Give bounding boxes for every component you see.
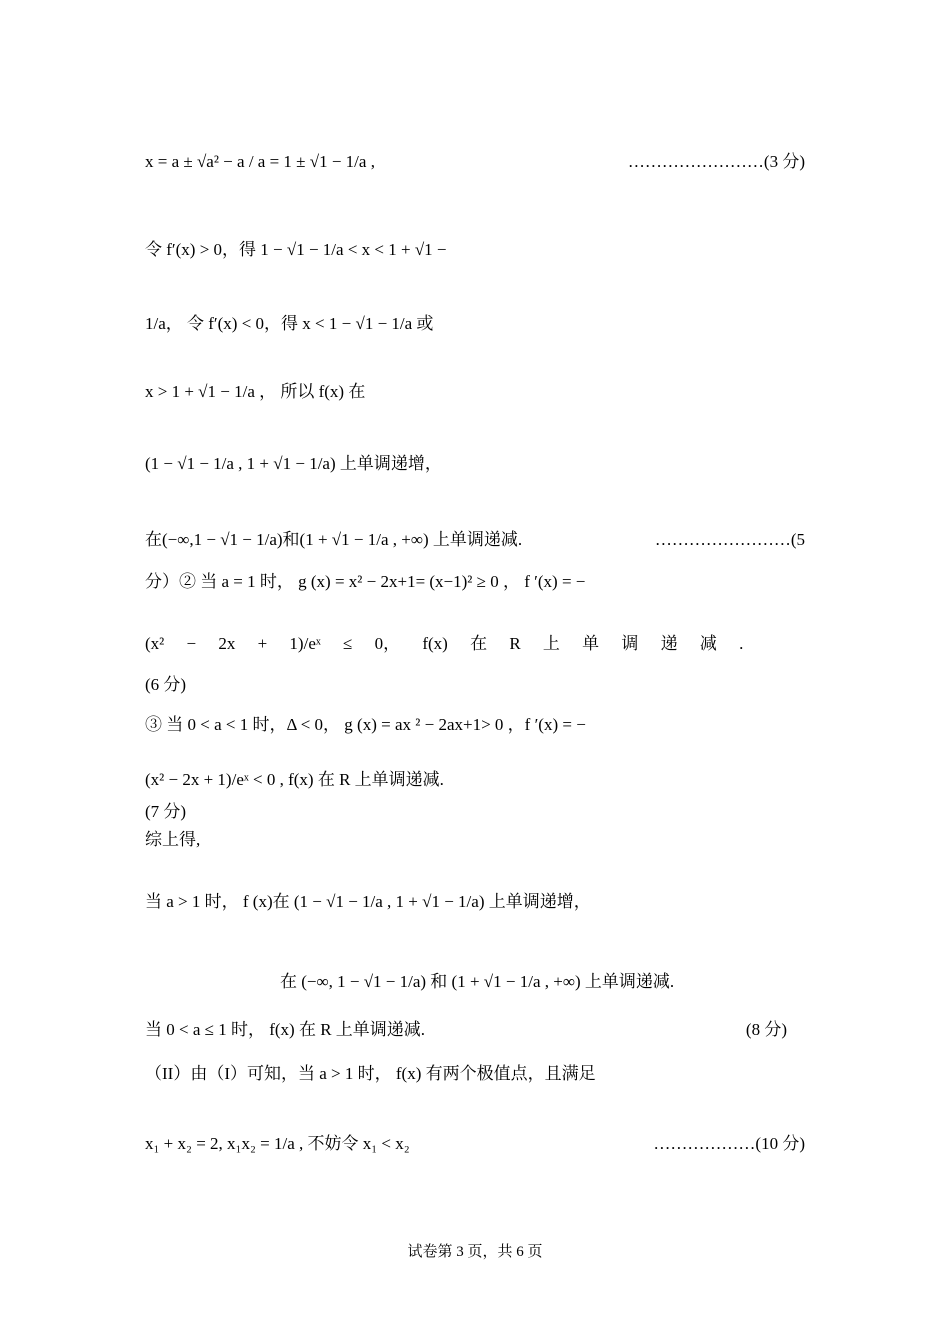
case-a-equals-1: [145, 570, 805, 594]
decreasing-intervals-text: 在(−∞,1 − √1 − 1/a)和(1 + √1 − 1/a , +∞) 上单调递减.: [145, 530, 523, 549]
summary-small-a: [145, 1018, 805, 1042]
score-6: [145, 673, 805, 697]
score-8: (8 分): [745, 1020, 787, 1039]
increasing-condition-text: 令 f′(x) > 0，得 1 − √1 − 1/a < x < 1 + √1 −: [145, 240, 447, 259]
case-a-equals-1-text: 分）② 当 a = 1 时， g (x) = x² − 2x+1= (x−1)² ≥ 0 ， f ′(x) = −: [145, 572, 586, 591]
summary-small-a-text: 当 0 < a ≤ 1 时， f(x) 在 R 上单调递减.: [145, 1020, 426, 1039]
vieta-relations: [145, 1132, 805, 1156]
score-10: ………………(10 分): [653, 1134, 805, 1153]
case-a-less-1-conclusion: [145, 768, 805, 792]
summary-heading: [145, 828, 805, 852]
score-5: ……………………(5: [654, 530, 805, 549]
decreasing-condition: [145, 312, 805, 336]
increasing-interval: [145, 452, 805, 476]
score-7: [145, 800, 805, 824]
increasing-condition: [145, 238, 805, 262]
decreasing-condition-cont: [145, 380, 805, 404]
page-footer: 试卷第 3 页，共 6 页: [407, 1244, 543, 1260]
increasing-interval-text: (1 − √1 − 1/a , 1 + √1 − 1/a) 上单调递增，: [145, 454, 442, 473]
summary-decreasing-text: 在 (−∞, 1 − √1 − 1/a) 和 (1 + √1 − 1/a , +∞) 上单调递减.: [280, 972, 675, 991]
case-a-equals-1-conclusion: [145, 632, 805, 656]
root-formula: x = a ± √a² − a / a = 1 ± √1 − 1/a ,: [145, 152, 375, 171]
case-a-less-1: [145, 713, 805, 737]
score-7-text: (7 分): [145, 802, 187, 821]
summary-decreasing: [280, 970, 800, 994]
score-3: ……………………(3 分): [627, 152, 805, 171]
part-two-intro: [145, 1062, 805, 1086]
decreasing-condition-text: 1/a， 令 f′(x) < 0，得 x < 1 − √1 − 1/a 或: [145, 314, 434, 333]
equation-roots: [145, 150, 805, 174]
score-6-text: (6 分): [145, 675, 187, 694]
case-a-less-1-text: ③ 当 0 < a < 1 时，Δ < 0， g (x) = ax ² − 2ax+1> 0 ，f ′(x) = −: [145, 715, 586, 734]
part-two-intro-text: （II）由（I）可知，当 a > 1 时， f(x) 有两个极值点，且满足: [145, 1064, 596, 1083]
vieta-relations-text: x₁ + x₂ = 2, x₁x₂ = 1/a , 不妨令 x₁ < x₂: [145, 1134, 410, 1153]
case-a-less-1-conclusion-text: (x² − 2x + 1)/eˣ < 0 , f(x) 在 R 上单调递减.: [145, 770, 444, 789]
case-a-equals-1-conclusion-text: (x² − 2x + 1)/eˣ ≤ 0， f(x) 在 R 上 单 调 递 减 .: [145, 634, 744, 653]
summary-heading-text: 综上得,: [145, 830, 201, 849]
summary-increasing-text: 当 a > 1 时， f (x)在 (1 − √1 − 1/a , 1 + √1 − 1/a) 上单调递增，: [145, 892, 591, 911]
decreasing-condition-cont-text: x > 1 + √1 − 1/a ， 所以 f(x) 在: [145, 382, 366, 401]
decreasing-intervals: [145, 528, 805, 552]
summary-increasing: [145, 890, 805, 914]
